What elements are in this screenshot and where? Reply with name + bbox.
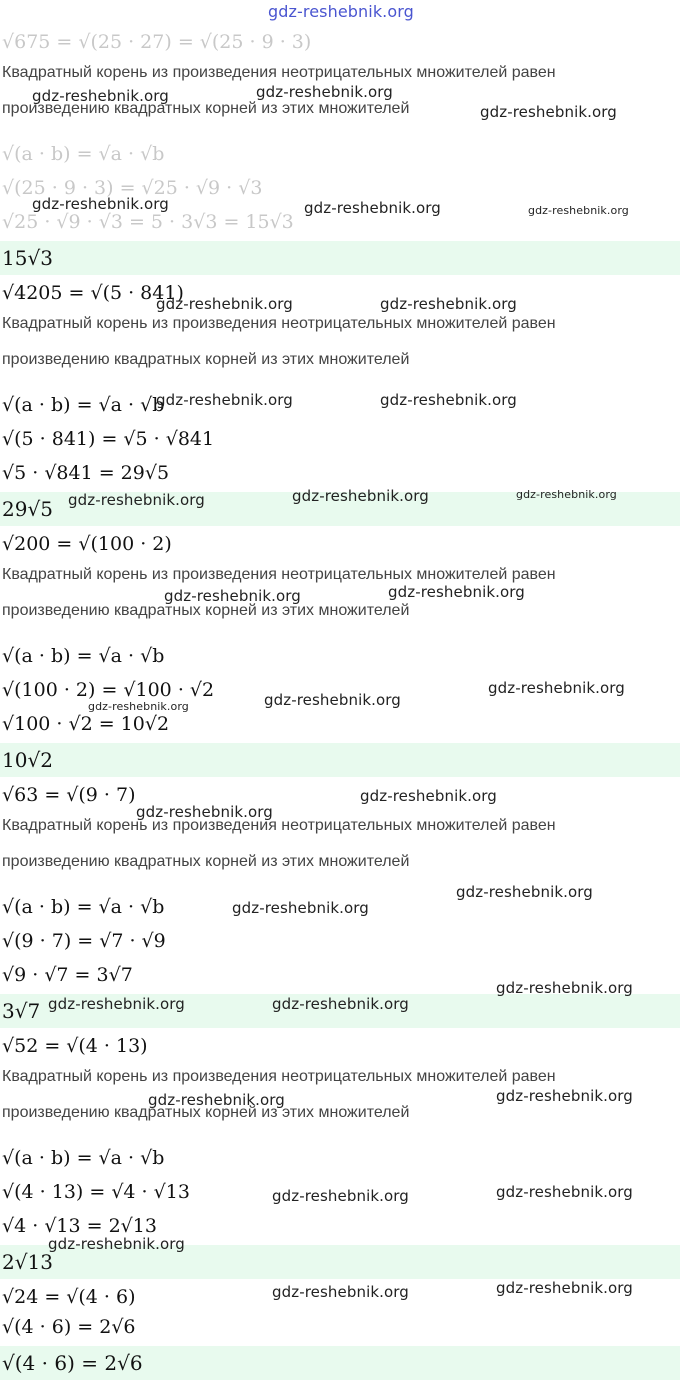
watermark: gdz-reshebnik.org: [388, 583, 525, 601]
problem-2-start: √4205 = √(5 · 841): [2, 282, 184, 304]
watermark: gdz-reshebnik.org: [496, 1183, 633, 1201]
problem-2-answer: 29√5: [2, 497, 53, 521]
problem-6-step-1: √(4 · 6) = 2√6: [2, 1316, 136, 1338]
watermark: gdz-reshebnik.org: [268, 2, 414, 21]
rule-text-line-2: произведению квадратных корней из этих множителей: [2, 602, 410, 619]
rule-text-line-1: Квадратный корень из произведения неотрицательных множителей равен: [2, 64, 556, 81]
watermark: gdz-reshebnik.org: [232, 899, 369, 917]
rule-text-line-2: произведению квадратных корней из этих множителей: [2, 100, 410, 117]
problem-5-formula: √(a · b) = √a · √b: [2, 1147, 165, 1169]
problem-5-answer: 2√13: [2, 1250, 53, 1274]
watermark: gdz-reshebnik.org: [480, 103, 617, 121]
watermark: gdz-reshebnik.org: [264, 691, 401, 709]
problem-2-step-1: √(5 · 841) = √5 · √841: [2, 428, 215, 450]
answer-highlight: [0, 241, 680, 275]
watermark: gdz-reshebnik.org: [48, 995, 185, 1013]
problem-2-step-2: √5 · √841 = 29√5: [2, 462, 170, 484]
watermark: gdz-reshebnik.org: [304, 199, 441, 217]
rule-text-line-1: Квадратный корень из произведения неотрицательных множителей равен: [2, 566, 556, 583]
answer-highlight: [0, 743, 680, 777]
rule-text-line-1: Квадратный корень из произведения неотрицательных множителей равен: [2, 1068, 556, 1085]
rule-text-line-2: произведению квадратных корней из этих множителей: [2, 853, 410, 870]
watermark: gdz-reshebnik.org: [272, 1283, 409, 1301]
problem-3-step-2: √100 · √2 = 10√2: [2, 713, 170, 735]
watermark: gdz-reshebnik.org: [272, 1187, 409, 1205]
watermark: gdz-reshebnik.org: [156, 295, 293, 313]
problem-4-step-1: √(9 · 7) = √7 · √9: [2, 930, 166, 952]
problem-1-start: √675 = √(25 · 27) = √(25 · 9 · 3): [2, 31, 312, 53]
problem-3-start: √200 = √(100 · 2): [2, 533, 172, 555]
problem-6-answer: √(4 · 6) = 2√6: [2, 1351, 143, 1375]
watermark: gdz-reshebnik.org: [32, 195, 169, 213]
watermark: gdz-reshebnik.org: [136, 803, 273, 821]
watermark: gdz-reshebnik.org: [292, 487, 429, 505]
watermark: gdz-reshebnik.org: [528, 204, 629, 217]
rule-text-line-2: произведению квадратных корней из этих множителей: [2, 351, 410, 368]
problem-3-answer: 10√2: [2, 748, 53, 772]
watermark: gdz-reshebnik.org: [456, 883, 593, 901]
problem-1-formula: √(a · b) = √a · √b: [2, 143, 165, 165]
watermark: gdz-reshebnik.org: [380, 295, 517, 313]
watermark: gdz-reshebnik.org: [380, 391, 517, 409]
watermark: gdz-reshebnik.org: [516, 488, 617, 501]
watermark: gdz-reshebnik.org: [88, 700, 189, 713]
watermark: gdz-reshebnik.org: [360, 787, 497, 805]
problem-2-formula: √(a · b) = √a · √b: [2, 394, 165, 416]
watermark: gdz-reshebnik.org: [148, 1091, 285, 1109]
watermark: gdz-reshebnik.org: [164, 587, 301, 605]
problem-4-answer: 3√7: [2, 999, 41, 1023]
problem-5-step-1: √(4 · 13) = √4 · √13: [2, 1181, 190, 1203]
watermark: gdz-reshebnik.org: [488, 679, 625, 697]
rule-text-line-2: произведению квадратных корней из этих множителей: [2, 1104, 410, 1121]
watermark: gdz-reshebnik.org: [68, 491, 205, 509]
problem-4-start: √63 = √(9 · 7): [2, 784, 136, 806]
watermark: gdz-reshebnik.org: [156, 391, 293, 409]
watermark: gdz-reshebnik.org: [32, 87, 169, 105]
watermark: gdz-reshebnik.org: [272, 995, 409, 1013]
watermark: gdz-reshebnik.org: [48, 1235, 185, 1253]
watermark: gdz-reshebnik.org: [496, 1279, 633, 1297]
watermark: gdz-reshebnik.org: [496, 1087, 633, 1105]
problem-1-answer: 15√3: [2, 246, 53, 270]
problem-1-step-2: √25 · √9 · √3 = 5 · 3√3 = 15√3: [2, 211, 294, 233]
problem-4-formula: √(a · b) = √a · √b: [2, 896, 165, 918]
problem-3-formula: √(a · b) = √a · √b: [2, 645, 165, 667]
problem-5-step-2: √4 · √13 = 2√13: [2, 1215, 157, 1237]
watermark: gdz-reshebnik.org: [256, 83, 393, 101]
problem-1-step-1: √(25 · 9 · 3) = √25 · √9 · √3: [2, 177, 263, 199]
rule-text-line-1: Квадратный корень из произведения неотрицательных множителей равен: [2, 315, 556, 332]
problem-5-start: √52 = √(4 · 13): [2, 1035, 148, 1057]
problem-6-start: √24 = √(4 · 6): [2, 1286, 136, 1308]
problem-4-step-2: √9 · √7 = 3√7: [2, 964, 133, 986]
rule-text-line-1: Квадратный корень из произведения неотрицательных множителей равен: [2, 817, 556, 834]
watermark: gdz-reshebnik.org: [496, 979, 633, 997]
problem-3-step-1: √(100 · 2) = √100 · √2: [2, 679, 215, 701]
